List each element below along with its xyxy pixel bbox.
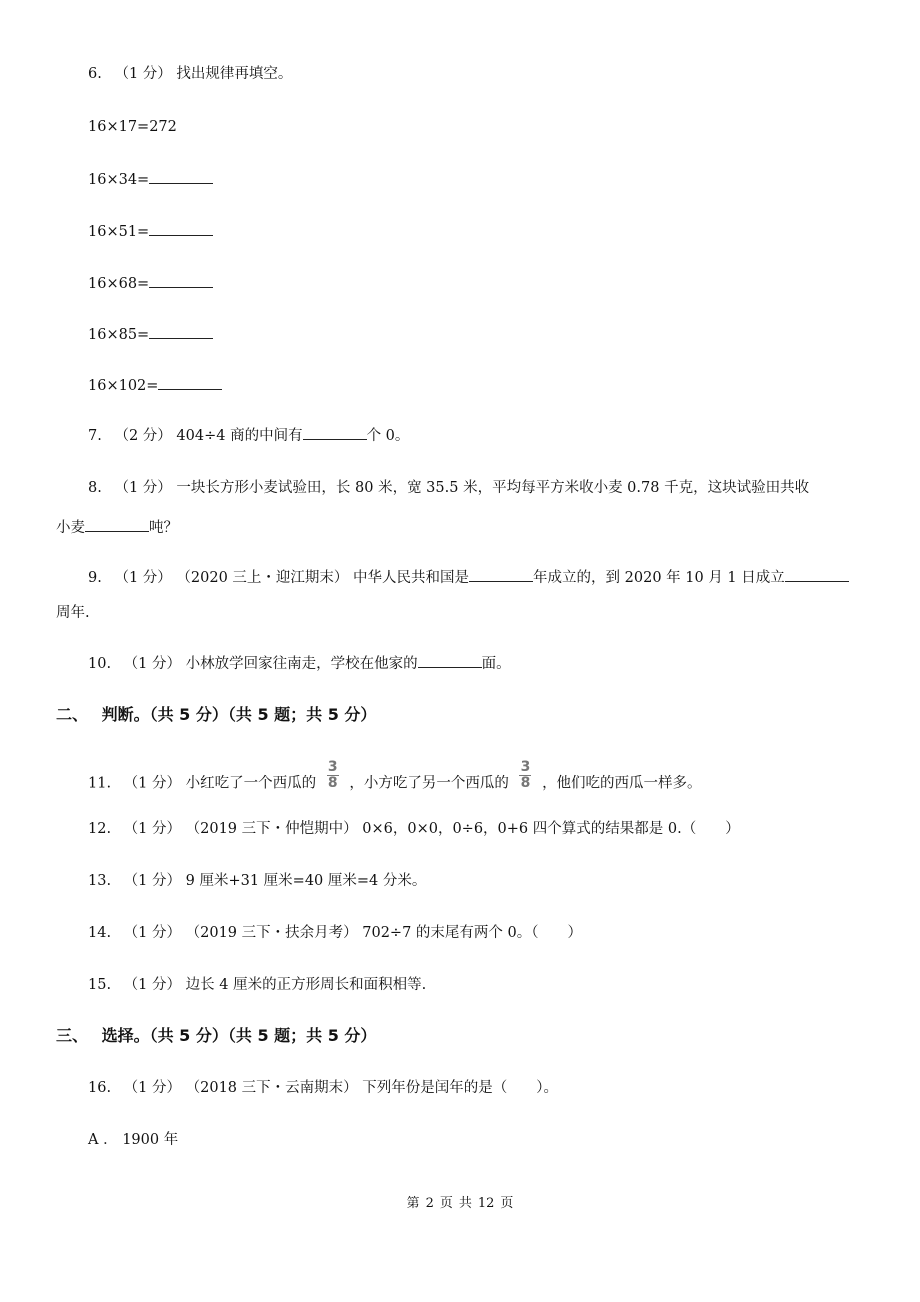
question-13: 13. （1 分） 9 厘米+31 厘米=40 厘米=4 分米。	[88, 873, 427, 889]
pattern-line-1: 16×17=272	[88, 119, 177, 135]
pattern-line-4: 16×68=	[88, 273, 213, 294]
pattern-line-3: 16×51=	[88, 221, 213, 242]
answer-blank[interactable]	[469, 567, 533, 582]
pattern-line-5: 16×85=	[88, 324, 213, 345]
answer-blank[interactable]	[785, 567, 849, 582]
option-a[interactable]: A ． 1900 年	[88, 1132, 179, 1148]
question-source: （2020 三上・迎江期末）	[176, 570, 349, 586]
answer-blank[interactable]	[158, 375, 222, 390]
question-source: （2019 三下・扶余月考）	[185, 925, 358, 941]
answer-blank[interactable]	[149, 221, 213, 236]
pattern-line-6: 16×102=	[88, 375, 222, 396]
section-heading-3: 三、 选择。（共 5 分）（共 5 题；共 5 分）	[56, 1026, 377, 1045]
answer-blank[interactable]	[85, 517, 149, 532]
answer-blank[interactable]	[418, 653, 482, 668]
answer-blank[interactable]	[149, 324, 213, 339]
question-12: 12. （1 分） （2019 三下・仲恺期中） 0×6，0×0，0÷6，0+6 四个算式的结果都是 0.（ ）	[88, 821, 740, 837]
answer-blank[interactable]	[149, 169, 213, 184]
question-14: 14. （1 分） （2019 三下・扶余月考） 702÷7 的末尾有两个 0。（ ）	[88, 925, 582, 941]
question-9: 9. （1 分） （2020 三上・迎江期末） 中华人民共和国是 年成立的，到 2020 年 10 月 1 日成立	[88, 567, 849, 588]
question-11: 11. （1 分） 小红吃了一个西瓜的 $\frac{3}{8}$ ，小方吃了另一个西瓜的 $\frac{3}{8}$ ，他们吃的西瓜一样多。	[88, 759, 702, 792]
pattern-line-2: 16×34=	[88, 169, 213, 190]
question-score: （1 分）	[114, 66, 172, 82]
question-10: 10. （1 分） 小林放学回家往南走，学校在他家的 面。	[88, 653, 511, 674]
question-source: （2019 三下・仲恺期中）	[185, 821, 358, 837]
question-8: 8. （1 分） 一块长方形小麦试验田，长 80 米，宽 35.5 米，平均每平方米收小麦 0.78 千克，这块试验田共收	[88, 480, 810, 496]
question-number: 6.	[88, 66, 102, 82]
question-8-line-2: 小麦 吨？	[56, 517, 178, 538]
question-text: 找出规律再填空。	[176, 66, 293, 82]
answer-blank[interactable]	[303, 425, 367, 440]
question-source: （2018 三下・云南期末）	[185, 1080, 358, 1096]
question-16: 16. （1 分） （2018 三下・云南期末） 下列年份是闰年的是（ ）。	[88, 1080, 558, 1096]
page-footer: 第 2 页 共 12 页	[406, 1196, 514, 1211]
answer-blank[interactable]	[149, 273, 213, 288]
question-7: 7. （2 分） 404÷4 商的中间有 个 0。	[88, 425, 409, 446]
fraction-three-eighths: $\frac{3}{8}$	[327, 759, 338, 791]
page-number: 2	[425, 1196, 434, 1211]
page-total: 12	[477, 1196, 495, 1211]
question-9-line-2: 周年.	[56, 605, 90, 621]
section-heading-2: 二、 判断。（共 5 分）（共 5 题；共 5 分）	[56, 705, 377, 724]
question-6	[88, 64, 292, 84]
fraction-three-eighths: $\frac{3}{8}$	[520, 759, 531, 791]
question-15: 15. （1 分） 边长 4 厘米的正方形周长和面积相等.	[88, 977, 427, 993]
